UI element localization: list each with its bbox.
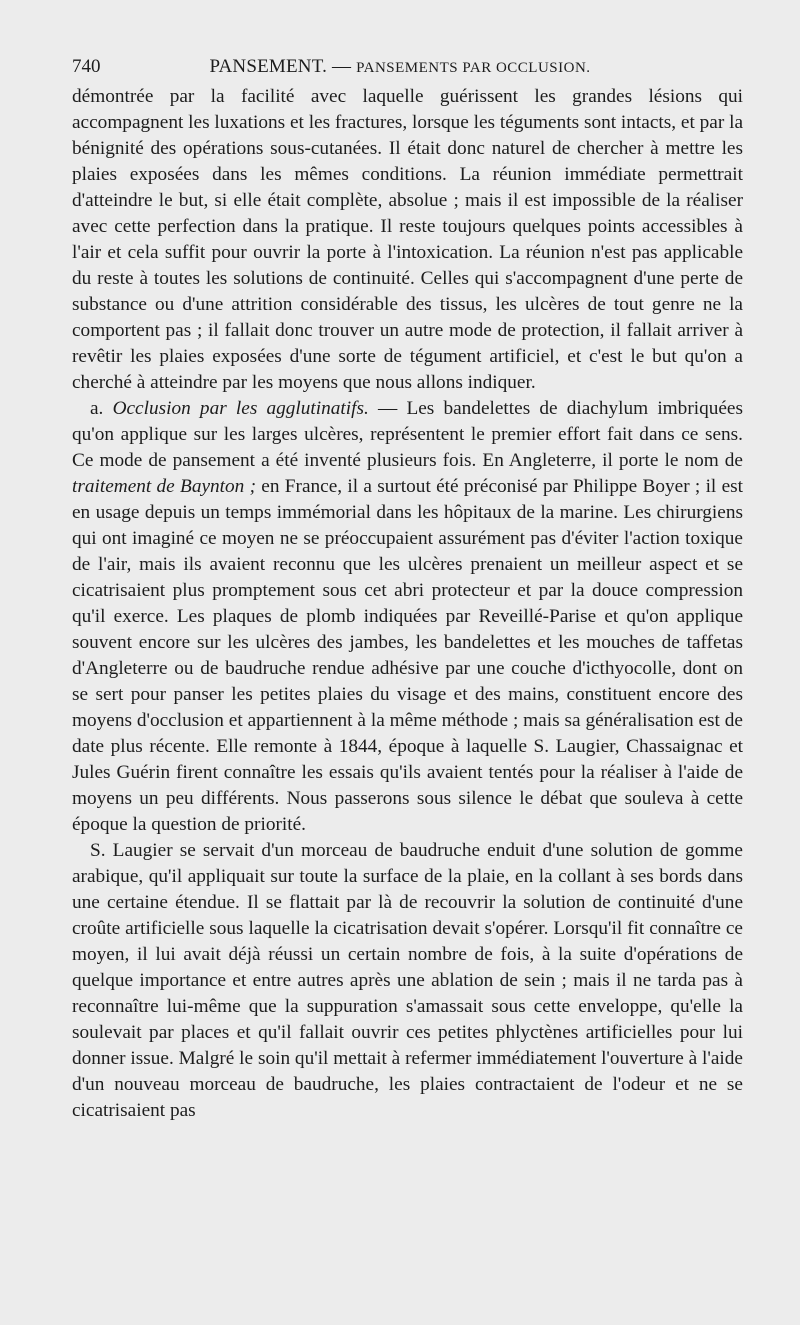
chapter-title: PANSEMENT. — [209, 56, 328, 77]
section-heading: Occlusion par les agglutinatifs. — [112, 398, 369, 419]
running-title — [72, 52, 728, 83]
paragraph-occlusion-agglutinatifs — [72, 396, 743, 838]
section-title: PANSEMENTS PAR OCCLUSION. — [356, 60, 591, 76]
body-text — [72, 84, 743, 1124]
running-header — [72, 52, 728, 82]
italic-term: traitement de Baynton ; — [72, 476, 257, 497]
paragraph-continued: démontrée par la facilité avec laquelle guérissent les grandes lésions qui accompagnent les luxations et les fractures, lorsque les téguments sont intacts, et par la bénignité des opérations sous-cutanées. Il était donc naturel de chercher à mettre les plaies exposées dans les mêmes conditions. La réunion immédiate permettrait d'atteindre le but, si elle était complète, absolue ; mais il est impossible de la réaliser avec cette perfection dans la pratique. Il reste toujours quelques points accessibles à l'air et cela suffit pour ouvrir la porte à l'intoxication. La réunion n'est pas applicable du reste à toutes les solutions de continuité. Celles qui s'accompagnent d'une perte de substance ou d'une attrition considérable des tissus, les ulcères de tout genre ne la comportent pas ; il fallait donc trouver un autre mode de protection, il fallait arriver à revêtir les plaies exposées d'une sorte de tégument artificiel, et c'est le but qu'on a cherché à atteindre par les moyens que nous allons indiquer. — [72, 86, 743, 393]
page-number: 740 — [72, 56, 101, 77]
section-marker: a. — [90, 398, 104, 419]
paragraph-text-part-1: — Les bandelettes de diachylum imbriquées qu'on applique sur les larges ulcères, représentent le premier effort fait dans ce sens. Ce mode de pansement a été inventé plusieurs fois. En Angleterre, il porte le nom de — [72, 398, 743, 471]
title-separator: — — [327, 56, 357, 77]
paragraph-text-part-2: en France, il a surtout été préconisé par Philippe Boyer ; il est en usage depuis un temps immémorial dans les hôpitaux de la marine. Les chirurgiens qui ont imaginé ce moyen ne se préoccupaient assurément pas d'éviter l'action toxique de l'air, mais ils avaient reconnu que les ulcères prenaient un meilleur aspect et se cicatrisaient plus promptement sous cet abri protecteur et par la douce compression qu'il exerce. Les plaques de plomb indiquées par Reveillé-Parise et qu'on applique souvent encore sur les ulcères des jambes, les bandelettes et les mouches de taffetas d'Angleterre ou de baudruche rendue adhésive par une couche d'icthyocolle, dont on se sert pour panser les petites plaies du visage et des mains, constituent encore des moyens d'occlusion et appartiennent à la même méthode ; mais sa généralisation est de date plus récente. Elle remonte à 1844, époque à laquelle S. Laugier, Chassaignac et Jules Guérin firent connaître les essais qu'ils avaient tentés pour la réaliser à l'aide de moyens un peu différents. Nous passerons sous silence le débat que souleva à cette époque la question de priorité. — [72, 476, 743, 835]
paragraph-laugier: S. Laugier se servait d'un morceau de baudruche enduit d'une solution de gomme arabique, qu'il appliquait sur toute la surface de la plaie, en la collant à ses bords dans une certaine étendue. Il se flattait par là de recouvrir la solution de continuité d'une croûte artificielle sous laquelle la cicatrisation devait s'opérer. Lorsqu'il fit connaître ce moyen, il lui avait déjà réussi un certain nombre de fois, à la suite d'opérations de quelque importance et entre autres après une ablation de sein ; mais il ne tarda pas à reconnaître lui-même que la suppuration s'amassait sous cette enveloppe, qu'elle la soulevait par places et qu'il fallait ouvrir ces petites phlyctènes artificielles pour lui donner issue. Malgré le soin qu'il mettait à refermer immédiatement l'ouverture à l'aide d'un nouveau morceau de baudruche, les plaies contractaient de l'odeur et ne se cicatrisaient pas — [72, 840, 743, 1121]
